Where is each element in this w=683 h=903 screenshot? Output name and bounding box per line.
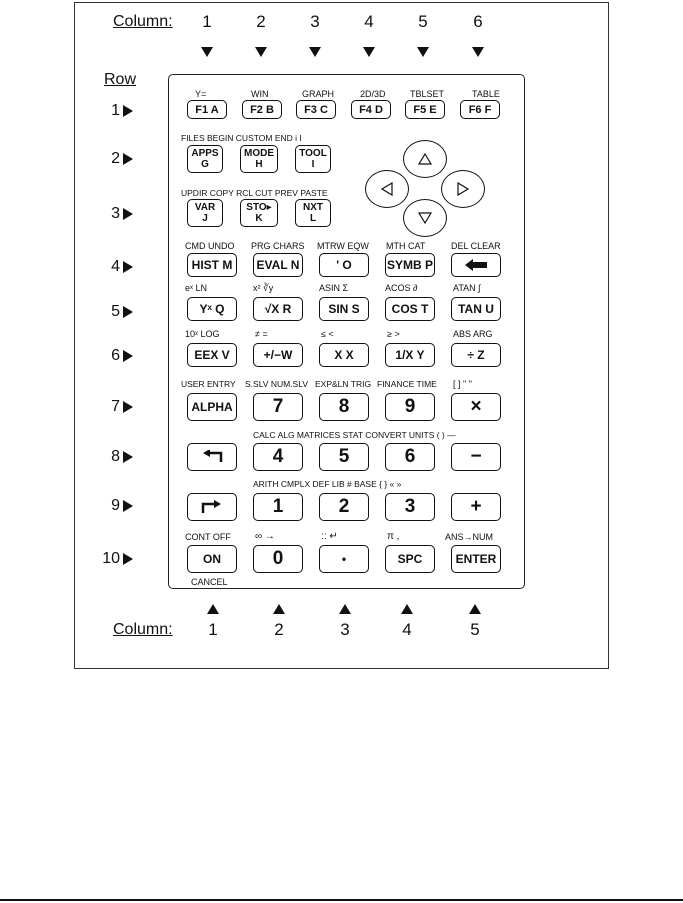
down-arrow-icon bbox=[363, 47, 375, 57]
label-graph: GRAPH bbox=[302, 89, 335, 99]
label-expln-trig: EXP&LN TRIG bbox=[315, 379, 372, 389]
row-indicator-3 bbox=[100, 205, 133, 223]
minus-key[interactable]: − bbox=[451, 443, 501, 471]
label-atan-integral: ATAN ∫ bbox=[453, 283, 481, 293]
row-indicator-9 bbox=[100, 497, 133, 515]
left-shift-key[interactable] bbox=[187, 443, 237, 471]
row-number: 4 bbox=[111, 258, 120, 275]
digit-4-key[interactable]: 4 bbox=[253, 443, 303, 471]
label-ans-num: ANS→NUM bbox=[445, 532, 494, 542]
apps-key-label: APPS bbox=[191, 148, 219, 159]
row-indicator-10 bbox=[90, 550, 133, 568]
up-arrow-key[interactable] bbox=[403, 140, 447, 178]
down-triangle-icon bbox=[418, 212, 432, 224]
digit-8-key[interactable]: 8 bbox=[319, 393, 369, 421]
row9-shift-labels: ARITH CMPLX DEF LIB # BASE { } « » bbox=[253, 479, 402, 489]
eval-key[interactable]: EVAL N bbox=[253, 253, 303, 277]
nxt-key-label: NXT bbox=[303, 202, 323, 213]
sqrt-key[interactable]: √X R bbox=[253, 297, 303, 321]
apps-key[interactable] bbox=[187, 145, 223, 173]
right-arrow-icon bbox=[123, 401, 133, 413]
f6-key[interactable]: F6 F bbox=[460, 100, 500, 119]
label-mtrw-eqw: MTRW EQW bbox=[317, 241, 369, 251]
label-x2-root: x² ∛y bbox=[253, 283, 274, 293]
right-arrow-icon bbox=[123, 105, 133, 117]
digit-2-key[interactable]: 2 bbox=[319, 493, 369, 521]
bottom-column-3: 3 bbox=[340, 620, 350, 639]
reciprocal-key[interactable]: 1/X Y bbox=[385, 343, 435, 367]
row-number: 2 bbox=[111, 150, 120, 167]
mode-key-alpha: H bbox=[255, 159, 263, 170]
on-key[interactable]: ON bbox=[187, 545, 237, 573]
label-brackets-quotes: [ ] " " bbox=[453, 379, 472, 389]
down-arrow-icon bbox=[472, 47, 484, 57]
f4-key[interactable]: F4 D bbox=[351, 100, 391, 119]
label-ex-ln: eˣ LN bbox=[185, 283, 207, 293]
row2-shift-labels: FILES BEGIN CUSTOM END i I bbox=[181, 133, 302, 143]
bottom-column-4: 4 bbox=[402, 620, 412, 639]
left-arrow-key[interactable] bbox=[365, 170, 409, 208]
tool-key-label: TOOL bbox=[299, 148, 327, 159]
right-arrow-icon bbox=[123, 451, 133, 463]
down-arrow-icon bbox=[255, 47, 267, 57]
sto-key-label: STO▸ bbox=[246, 202, 272, 213]
hist-key[interactable]: HIST M bbox=[187, 253, 237, 277]
bottom-column-label: Column: bbox=[113, 621, 173, 638]
power-key[interactable]: Yˣ Q bbox=[187, 297, 237, 321]
right-arrow-icon bbox=[123, 553, 133, 565]
label-user-entry: USER ENTRY bbox=[181, 379, 236, 389]
label-mth-cat: MTH CAT bbox=[386, 241, 426, 251]
down-arrow-icon bbox=[201, 47, 213, 57]
right-arrow-icon bbox=[123, 261, 133, 273]
row-indicator-2 bbox=[100, 150, 133, 168]
top-column-5: 5 bbox=[418, 12, 428, 31]
digit-5-key[interactable]: 5 bbox=[319, 443, 369, 471]
tick-key[interactable]: ' O bbox=[319, 253, 369, 277]
row-indicator-4 bbox=[100, 258, 133, 276]
tan-key[interactable]: TAN U bbox=[451, 297, 501, 321]
right-arrow-icon bbox=[123, 500, 133, 512]
f2-key[interactable]: F2 B bbox=[242, 100, 282, 119]
f3-key[interactable]: F3 C bbox=[296, 100, 336, 119]
top-column-6: 6 bbox=[473, 12, 483, 31]
backspace-key[interactable] bbox=[451, 253, 501, 277]
label-acos-partial: ACOS ∂ bbox=[385, 283, 418, 293]
right-triangle-icon bbox=[457, 182, 469, 196]
up-arrow-icon bbox=[469, 604, 481, 614]
label-del-clear: DEL CLEAR bbox=[451, 241, 501, 251]
plus-minus-key[interactable]: +/−W bbox=[253, 343, 303, 367]
row-indicator-6 bbox=[100, 347, 133, 365]
sto-key-alpha: K bbox=[255, 213, 263, 224]
page-bottom-rule bbox=[0, 899, 683, 901]
top-column-3: 3 bbox=[310, 12, 320, 31]
sto-key[interactable] bbox=[240, 199, 278, 227]
symb-key[interactable]: SYMB P bbox=[385, 253, 435, 277]
backspace-arrow-icon bbox=[465, 259, 487, 271]
label-prg-chars: PRG CHARS bbox=[251, 241, 305, 251]
row-number: 9 bbox=[111, 497, 120, 514]
down-arrow-icon bbox=[417, 47, 429, 57]
tool-key[interactable] bbox=[295, 145, 331, 173]
apps-key-alpha: G bbox=[201, 159, 209, 170]
row-number: 1 bbox=[111, 102, 120, 119]
label-asin-sigma: ASIN Σ bbox=[319, 283, 349, 293]
label-cmd-undo: CMD UNDO bbox=[185, 241, 235, 251]
top-column-label: Column: bbox=[113, 13, 173, 30]
up-arrow-icon bbox=[207, 604, 219, 614]
bottom-column-2: 2 bbox=[274, 620, 284, 639]
left-shift-arrow-icon bbox=[201, 450, 223, 464]
down-arrow-icon bbox=[309, 47, 321, 57]
multiply-key[interactable]: × bbox=[451, 393, 501, 421]
row3-shift-labels: UPDIR COPY RCL CUT PREV PASTE bbox=[181, 188, 328, 198]
digit-6-key[interactable]: 6 bbox=[385, 443, 435, 471]
label-cancel: CANCEL bbox=[191, 577, 228, 587]
enter-key[interactable]: ENTER bbox=[451, 545, 501, 573]
label-abs-arg: ABS ARG bbox=[453, 329, 493, 339]
nxt-key[interactable] bbox=[295, 199, 331, 227]
row-number: 6 bbox=[111, 347, 120, 364]
row-indicator-8 bbox=[100, 448, 133, 466]
decimal-point-key[interactable]: • bbox=[319, 545, 369, 573]
digit-0-key[interactable]: 0 bbox=[253, 545, 303, 573]
right-shift-arrow-icon bbox=[201, 500, 223, 514]
calculator-keyboard bbox=[168, 74, 525, 589]
right-arrow-icon bbox=[123, 350, 133, 362]
plus-key[interactable]: + bbox=[451, 493, 501, 521]
row-number: 8 bbox=[111, 448, 120, 465]
space-key[interactable]: SPC bbox=[385, 545, 435, 573]
mode-key[interactable] bbox=[240, 145, 278, 173]
row8-shift-labels: CALC ALG MATRICES STAT CONVERT UNITS ( ) — bbox=[253, 430, 456, 440]
right-shift-key[interactable] bbox=[187, 493, 237, 521]
label-tblset: TBLSET bbox=[410, 89, 445, 99]
label-pi-comma: π , bbox=[387, 531, 400, 542]
label-y-equals: Y= bbox=[195, 89, 207, 99]
bottom-column-1: 1 bbox=[208, 620, 218, 639]
up-arrow-icon bbox=[401, 604, 413, 614]
left-triangle-icon bbox=[381, 182, 393, 196]
label-10x-log: 10ˣ LOG bbox=[185, 329, 220, 339]
nxt-key-alpha: L bbox=[309, 213, 317, 224]
label-cont-off: CONT OFF bbox=[185, 532, 231, 542]
label-colons-return: :: ↵ bbox=[321, 531, 338, 542]
label-le-lt: ≤ < bbox=[321, 329, 334, 339]
right-arrow-key[interactable] bbox=[441, 170, 485, 208]
top-column-2: 2 bbox=[256, 12, 266, 31]
cos-key[interactable]: COS T bbox=[385, 297, 435, 321]
row-indicator-1 bbox=[100, 102, 133, 120]
label-win: WIN bbox=[251, 89, 269, 99]
row-number: 3 bbox=[111, 205, 120, 222]
f5-key[interactable]: F5 E bbox=[405, 100, 445, 119]
row-indicator-5 bbox=[100, 303, 133, 321]
sin-key[interactable]: SIN S bbox=[319, 297, 369, 321]
label-sslv-numslv: S.SLV NUM.SLV bbox=[245, 379, 308, 389]
digit-7-key[interactable]: 7 bbox=[253, 393, 303, 421]
label-table: TABLE bbox=[472, 89, 500, 99]
x-key[interactable]: X X bbox=[319, 343, 369, 367]
label-2d3d: 2D/3D bbox=[360, 89, 386, 99]
var-key-alpha: J bbox=[202, 213, 208, 224]
label-noteq-eq: ≠ = bbox=[255, 329, 268, 339]
divide-key[interactable]: ÷ Z bbox=[451, 343, 501, 367]
var-key-label: VAR bbox=[194, 202, 216, 213]
label-infinity-arrow: ∞ → bbox=[255, 531, 275, 542]
digit-9-key[interactable]: 9 bbox=[385, 393, 435, 421]
label-ge-gt: ≥ > bbox=[387, 329, 400, 339]
row-number: 10 bbox=[102, 550, 120, 567]
var-key[interactable] bbox=[187, 199, 223, 227]
mode-key-label: MODE bbox=[244, 148, 274, 159]
right-arrow-icon bbox=[123, 153, 133, 165]
up-arrow-icon bbox=[339, 604, 351, 614]
row-label: Row bbox=[104, 71, 137, 88]
digit-1-key[interactable]: 1 bbox=[253, 493, 303, 521]
label-finance-time: FINANCE TIME bbox=[377, 379, 437, 389]
up-arrow-icon bbox=[273, 604, 285, 614]
bottom-column-5: 5 bbox=[470, 620, 480, 639]
tool-key-alpha: I bbox=[311, 159, 315, 170]
alpha-key[interactable]: ALPHA bbox=[187, 393, 237, 421]
right-arrow-icon bbox=[123, 306, 133, 318]
row-number: 5 bbox=[111, 303, 120, 320]
row-number: 7 bbox=[111, 398, 120, 415]
right-arrow-icon bbox=[123, 208, 133, 220]
digit-3-key[interactable]: 3 bbox=[385, 493, 435, 521]
row-indicator-7 bbox=[100, 398, 133, 416]
top-column-4: 4 bbox=[364, 12, 374, 31]
up-triangle-icon bbox=[418, 153, 432, 165]
down-arrow-key[interactable] bbox=[403, 199, 447, 237]
top-column-1: 1 bbox=[202, 12, 212, 31]
eex-key[interactable]: EEX V bbox=[187, 343, 237, 367]
f1-key[interactable]: F1 A bbox=[187, 100, 227, 119]
